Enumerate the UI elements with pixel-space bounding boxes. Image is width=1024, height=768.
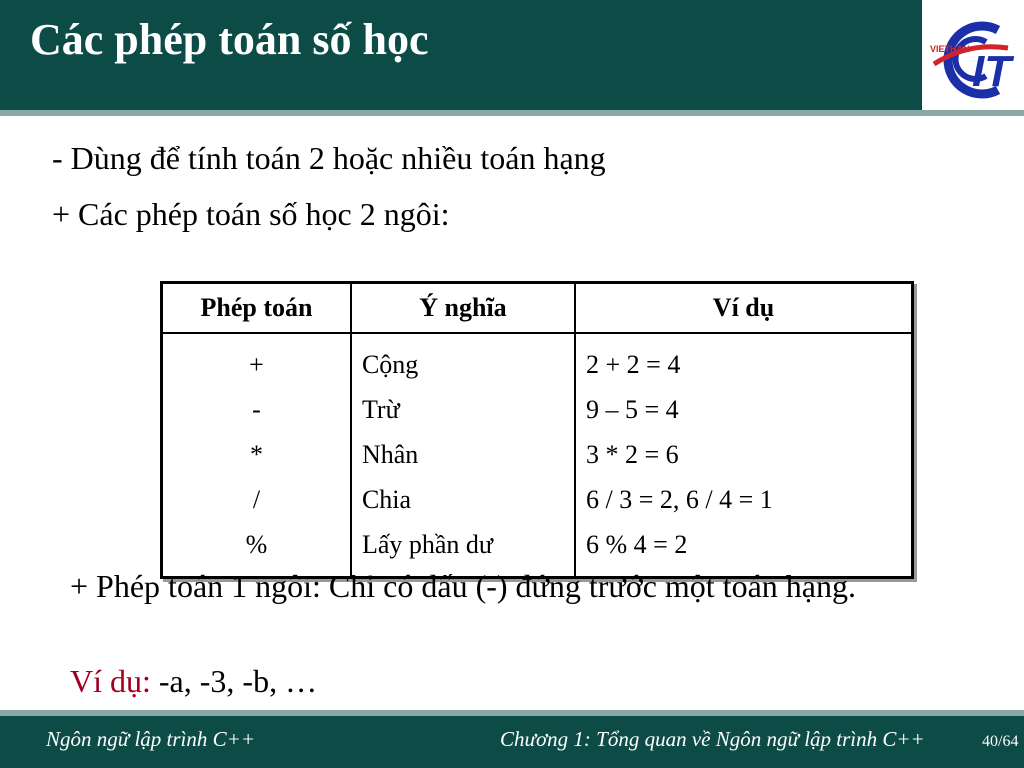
table-cell-example: 3 * 2 = 6 <box>586 440 679 469</box>
page-number: 40/64 <box>982 733 1019 750</box>
vietnhan-it-logo-icon <box>928 12 1022 104</box>
meaning-column <box>351 333 575 578</box>
table-cell-meaning: Nhân <box>361 440 419 469</box>
example-label: Ví dụ: <box>70 663 151 699</box>
svg-text:VIETHAN: VIETHAN <box>930 44 970 54</box>
operator-column <box>162 333 351 578</box>
table-cell-op: - <box>252 395 261 424</box>
table-cell-meaning: Chia <box>361 485 412 514</box>
example-column <box>575 333 912 578</box>
footer-chapter-name: Chương 1: Tổng quan về Ngôn ngữ lập trình C++ <box>500 727 925 751</box>
footer-course-name: Ngôn ngữ lập trình C++ <box>46 727 255 751</box>
header-meaning: Ý nghĩa <box>351 283 575 334</box>
table-cell-op: + <box>249 350 264 379</box>
bullet-binary-purpose: - Dùng để tính toán 2 hoặc nhiều toán hạng <box>52 140 606 176</box>
table-header-row <box>162 283 913 334</box>
table-cell-meaning: Cộng <box>361 350 419 379</box>
table-cell-meaning: Lấy phần dư <box>361 530 493 559</box>
table-cell-example: 6 % 4 = 2 <box>586 530 688 559</box>
logo <box>928 12 1022 104</box>
header-example: Ví dụ <box>575 283 912 334</box>
table-body-row <box>162 333 913 578</box>
unary-operator-text: + Phép toán 1 ngôi: Chỉ có dấu (-) đứng trước một toán hạng. <box>70 568 856 604</box>
table-cell-op: / <box>252 485 261 514</box>
table-cell-example: 2 + 2 = 4 <box>586 350 681 379</box>
slide-title: Các phép toán số học <box>30 15 429 64</box>
example-values: -a, -3, -b, … <box>150 663 318 699</box>
svg-text:IT: IT <box>972 47 1012 96</box>
header-divider <box>0 110 1024 116</box>
table-cell-example: 6 / 3 = 2, 6 / 4 = 1 <box>586 485 773 514</box>
header-operator: Phép toán <box>162 283 351 334</box>
unary-example <box>70 663 317 700</box>
bullet-binary-operators: + Các phép toán số học 2 ngôi: <box>52 196 450 232</box>
table-cell-op: * <box>249 440 263 469</box>
table-cell-op: % <box>245 530 268 559</box>
table-cell-example: 9 – 5 = 4 <box>586 395 679 424</box>
operators-table <box>160 281 914 579</box>
table-cell-meaning: Trừ <box>361 395 400 424</box>
